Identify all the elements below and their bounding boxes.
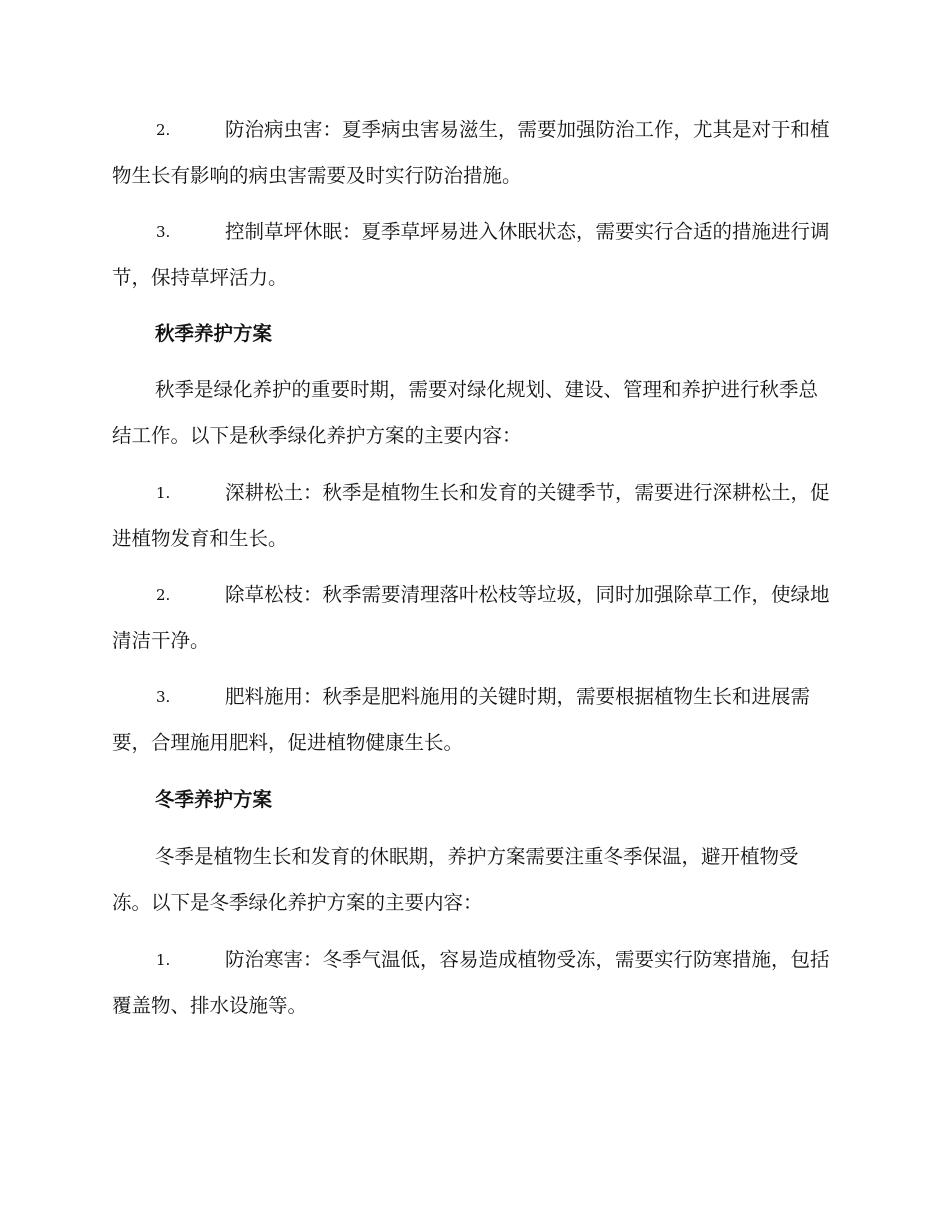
list-number: 1. (156, 484, 171, 502)
list-number: 3. (156, 688, 171, 706)
list-item (112, 572, 832, 664)
list-item-text: 控制草坪休眠：夏季草坪易进入休眠状态，需要实行合适的措施进行调节，保持草坪活力。 (112, 220, 830, 289)
list-item-text: 防治病虫害：夏季病虫害易滋生，需要加强防治工作，尤其是对于和植物生长有影响的病虫害需要及时实行防治措施。 (112, 118, 830, 187)
list-item-text: 肥料施用：秋季是肥料施用的关键时期，需要根据植物生长和进展需要，合理施用肥料，促进植物健康生长。 (112, 685, 811, 754)
list-item (112, 107, 832, 199)
list-item (112, 674, 832, 766)
list-number: 1. (156, 951, 171, 969)
section-heading-winter: 冬季养护方案 (155, 788, 273, 811)
paragraph (112, 834, 832, 926)
paragraph (112, 367, 832, 459)
paragraph-text: 秋季是绿化养护的重要时期，需要对绿化规划、建设、管理和养护进行秋季总结工作。以下是秋季绿化养护方案的主要内容： (112, 378, 819, 447)
list-item-text: 除草松枝：秋季需要清理落叶松枝等垃圾，同时加强除草工作，使绿地清洁干净。 (112, 583, 830, 652)
list-item (112, 470, 832, 562)
list-item (112, 937, 832, 1029)
list-item (112, 209, 832, 301)
section-heading-autumn: 秋季养护方案 (155, 322, 273, 345)
paragraph-text: 冬季是植物生长和发育的休眠期，养护方案需要注重冬季保温，避开植物受冻。以下是冬季绿化养护方案的主要内容： (112, 845, 799, 914)
list-item-text: 深耕松土：秋季是植物生长和发育的关键季节，需要进行深耕松土，促进植物发育和生长。 (112, 481, 830, 550)
list-number: 2. (156, 121, 171, 139)
list-number: 2. (156, 586, 171, 604)
list-item-text: 防治寒害：冬季气温低，容易造成植物受冻，需要实行防寒措施，包括覆盖物、排水设施等。 (112, 948, 830, 1017)
list-number: 3. (156, 223, 171, 241)
